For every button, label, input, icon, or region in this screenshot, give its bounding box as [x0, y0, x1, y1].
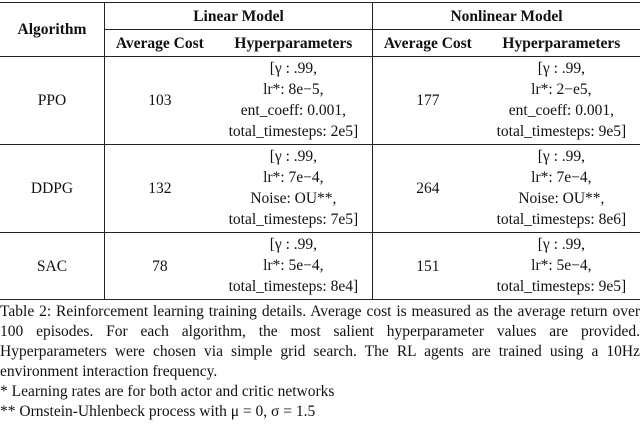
header-avg-cost-nonlinear: Average Cost: [373, 30, 483, 57]
hyperparameter-line: [γ : .99,: [269, 236, 318, 253]
hyperparameters-linear: [215, 57, 373, 145]
hyperparameter-line: total_timesteps: 9e5]: [496, 278, 627, 295]
hyperparameter-line: [γ : .99,: [537, 236, 586, 253]
footnote-learning-rate: * Learning rates are for both actor and critic networks: [0, 383, 335, 400]
algorithm-cell: PPO: [0, 57, 105, 145]
avg-cost-nonlinear: 264: [416, 180, 440, 197]
hyperparameters-nonlinear: [483, 145, 640, 233]
hyperparameter-line: lr*: 2−e5,: [531, 81, 592, 98]
avg-cost-nonlinear: 177: [416, 92, 440, 109]
hyperparameter-line: ent_coeff: 0.001,: [508, 102, 614, 119]
hyperparameters-nonlinear: [483, 233, 640, 300]
avg-cost-linear: 103: [148, 92, 172, 109]
hyperparameter-line: total_timesteps: 8e6]: [496, 211, 627, 228]
hyperparameter-line: Noise: OU**,: [518, 190, 605, 207]
hyperparameters-linear: [215, 233, 373, 300]
header-linear-model: Linear Model: [105, 3, 373, 30]
hyperparameters-nonlinear: [483, 57, 640, 145]
hyperparameter-line: [γ : .99,: [269, 148, 318, 165]
hyperparameter-line: Noise: OU**,: [250, 190, 337, 207]
algorithm-cell: DDPG: [0, 145, 105, 233]
hyperparameter-line: lr*: 7e−4,: [263, 169, 324, 186]
header-avg-cost-linear: Average Cost: [105, 30, 215, 57]
hyperparameter-line: total_timesteps: 9e5]: [496, 123, 627, 140]
hyperparameter-line: lr*: 7e−4,: [531, 169, 592, 186]
table-row: [0, 145, 640, 233]
table-row: [0, 233, 640, 300]
table-row: [0, 57, 640, 145]
table-caption: Table 2: Reinforcement learning training details. Average cost is measured as the average return over 100 episodes. For each algorithm, the most salient hyperparameter values are provided. Hyperparameters were chosen via simple grid search. The RL agents are trained using a 10Hz environment interaction frequency.: [0, 303, 640, 380]
hyperparameter-line: ent_coeff: 0.001,: [240, 102, 346, 119]
avg-cost-linear: 132: [148, 180, 172, 197]
hyperparameters-linear: [215, 145, 373, 233]
hyperparameter-line: lr*: 5e−4,: [263, 257, 324, 274]
footnote-ou-process: ** Ornstein-Uhlenbeck process with μ = 0, σ = 1.5: [0, 403, 316, 420]
hyperparameter-line: total_timesteps: 2e5]: [228, 123, 359, 140]
avg-cost-linear: 78: [152, 257, 168, 275]
header-algorithm: Algorithm: [0, 3, 105, 57]
hyperparameter-line: total_timesteps: 7e5]: [228, 211, 359, 228]
hyperparameter-line: lr*: 5e−4,: [531, 257, 592, 274]
header-nonlinear-model: Nonlinear Model: [373, 3, 640, 30]
hyperparameter-line: [γ : .99,: [269, 60, 318, 77]
algorithm-cell: SAC: [0, 233, 105, 300]
hyperparameter-line: total_timesteps: 8e4]: [228, 278, 359, 295]
header-hyperparameters-nonlinear: Hyperparameters: [483, 30, 640, 57]
hyperparameter-line: [γ : .99,: [537, 148, 586, 165]
avg-cost-nonlinear: 151: [416, 257, 440, 275]
results-table: [0, 2, 640, 300]
hyperparameter-line: [γ : .99,: [537, 60, 586, 77]
hyperparameter-line: lr*: 8e−5,: [263, 81, 324, 98]
header-hyperparameters-linear: Hyperparameters: [215, 30, 373, 57]
